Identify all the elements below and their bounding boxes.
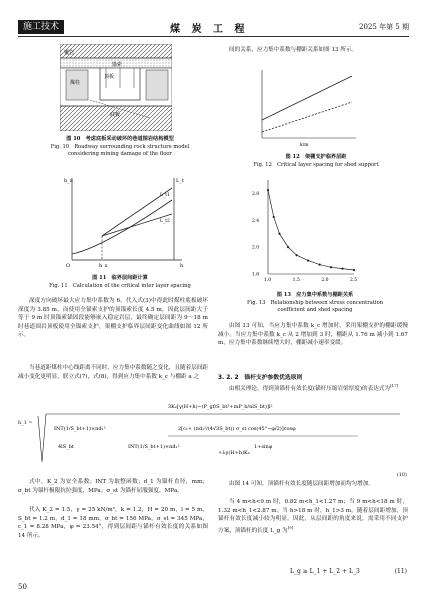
page-number: 50	[18, 583, 27, 591]
fig11-x-label: h	[180, 263, 184, 268]
fig13-x-tick-label: 1.5	[292, 278, 300, 283]
fig13-x-tick-label: 1.0	[264, 278, 272, 283]
fig13-point	[278, 233, 280, 235]
fig10-label-roof: 顶板	[104, 74, 115, 80]
fig12-x-label: k/m	[300, 143, 309, 148]
formula-11-number: (11)	[394, 568, 407, 575]
fig13-chart	[250, 174, 360, 290]
fig13-point	[287, 246, 289, 248]
svg-text:1+sinφ: 1+sinφ	[254, 444, 273, 450]
fig13-point	[353, 269, 355, 271]
svg-text:3K₂[γ(H+h)−(P_gf/S_bt²+mP_b/nl: 3K₂[γ(H+h)−(P_gf/S_bt²+mP_b/nlS_bt)]l²	[168, 404, 273, 410]
formula-10-lhs: h_1 =	[18, 420, 33, 426]
header-rule	[18, 36, 409, 37]
fig13-series-line	[268, 190, 354, 270]
fig11-caption-cn: 图 11 临界层间距计算	[92, 275, 148, 281]
fig10-caption-en-1: Fig. 10 Roadway surrounding rock structure model	[50, 144, 190, 150]
fig13-point	[273, 216, 275, 218]
section-tag: 施工技术	[18, 20, 64, 34]
fig10-label-floor: 底板	[110, 112, 121, 118]
citation-9: [9]	[287, 524, 294, 530]
fig10-caption-en-2: considering mining damage of the floor	[68, 151, 172, 157]
fig13-x-tick-label: 2.5	[350, 278, 358, 283]
fig11-lt2-label: L_t2	[160, 219, 170, 224]
right-column-paragraph-3: 由相关理论，得到顶锚杆有效长度(锚杆压缩岩梁厚度)的表达式为[17]	[229, 383, 399, 392]
issue-label: 2025 年第 5 期	[359, 23, 409, 31]
fig13-caption-cn: 图 13 应力集中系数与棚距关系	[276, 292, 354, 298]
formula-10-number: (10)	[396, 472, 407, 478]
left-column-paragraph-4: 代入 K_2 = 1.5，γ = 25 kN/m³，k = 1.2，H = 20 m，l = 5 m，S_bt = 1.2 m，d_1 = 18 mm，σ_bt = 156 MPa，σ_st = 345 MPa，c_1 = 8.28 MPa，φ = 23.54°，得到层间距与锚杆有效长度的关系如图 14 所示。	[18, 507, 208, 539]
fig10-label-overburden: 覆岩	[64, 50, 75, 56]
left-column-paragraph-2: 当巷道距煤柱中心线距离不同时，应力集中系数随之变化，且随着层间距减小变化更明显，联立式(7)，式(8)，得到应力集中系数 k_c 与棚距 a 之	[18, 365, 209, 380]
fig11-x0-label: h_x	[99, 263, 108, 268]
right-column-paragraph-4: 由图 14 可知，顶锚杆有效长度随层间距增加而均匀增加。	[229, 481, 374, 487]
fig12-series-2	[262, 102, 352, 132]
fig10-diagram	[60, 44, 172, 131]
fig10-label-anchor-cable: 锚索	[112, 62, 123, 68]
fig12-caption-en: Fig. 12 Critical layer spacing for shed support	[253, 162, 379, 168]
right-column-paragraph-1: 间的关系，应力集中系数与棚距关系如图 13 所示。	[229, 47, 358, 53]
citation-17: [17]	[390, 383, 399, 388]
fig11-y2-label: L_t	[176, 178, 184, 184]
fig13-point	[307, 259, 309, 261]
fig10-label-pillar: 煤柱	[70, 80, 81, 86]
fig13-point	[267, 189, 269, 191]
fig13-y-tick-label: 2.8	[252, 191, 260, 197]
svg-text:INT(1/S_bt+1)×πd₁²: INT(1/S_bt+1)×πd₁²	[128, 444, 180, 450]
svg-text:+λγ(H+h)K₂: +λγ(H+h)K₂	[218, 450, 250, 456]
fig11-origin-label: O	[66, 263, 71, 268]
fig13-point	[330, 266, 332, 268]
fig13-point	[296, 254, 298, 256]
svg-text:2[c₁+ (πd₁²/(4√3S_bt)) σ_st co: 2[c₁+ (πd₁²/(4√3S_bt)) σ_st cos(45°−φ/2)]cosφ	[178, 426, 296, 432]
right-column-paragraph-5: 当 4 m<h<9 m 时，0.82 m<h_1<1.27 m；当 9 m<h<18 m 时，1.32 m<h_1<2.87 m；当 h>18 m 时，h_1>3 m，随着层间距增加，顶锚杆有效长度减小较为明显。因此，从层间距的角度来说，需采用不同支护方案，顶锚杆的长度 L_g 为[9]	[218, 499, 408, 534]
section-heading-3-2-2: 3. 2. 2 锚杆支护参数优选原则	[218, 375, 303, 381]
fig13-y-tick-label: 2.4	[252, 218, 260, 224]
fig11-lt1-label: L_t1	[160, 193, 170, 198]
fig13-caption-en-1: Fig. 13 Relationship between stress concentration	[246, 300, 384, 306]
fig13-y-tick-label: 1.6	[252, 272, 260, 278]
left-column-paragraph-3: 式中，K_2 为安全系数；INT 为取整函数；d_1 为锚杆直径，mm；σ_bt 为锚杆极限抗拉强度，MPa；σ_st 为锚杆屈服强度，MPa。	[18, 479, 208, 494]
fig11-y-label: h_a	[64, 178, 73, 184]
fig11-diagram	[62, 174, 188, 268]
journal-title: 煤 炭 工 程	[170, 24, 249, 35]
fig12-caption-cn: 图 12 架棚支护临界层距	[285, 154, 347, 160]
fig13-point	[319, 264, 321, 266]
right-column-paragraph-2: 由图 13 可知，当应力集中系数 k_c 增加时，采用架棚支护的棚距缓慢减小。当应力集中系数 k_c 从 2 增加到 3 时，棚距从 1.76 m 减小到 1.67 m，应力集中系数继续增大时，棚距减小速率变缓。	[218, 323, 408, 347]
fig13-x-tick-label: 2.0	[321, 278, 329, 283]
fig12-chart	[248, 66, 360, 148]
fig13-caption-en-2: coefficient and shed spacing	[277, 307, 353, 313]
svg-text:4lS_bt: 4lS_bt	[58, 444, 74, 450]
formula-11: L_g ≥ L_1 + L_2 + L_3	[290, 568, 360, 575]
fig13-point	[341, 268, 343, 270]
formula-10	[18, 396, 409, 468]
fig12-series-1	[262, 76, 352, 120]
fig10-caption-cn: 图 10 考虑底板采动破坏的巷道围岩结构模型	[66, 136, 174, 142]
svg-text:INT(1/S_bt+1)×πd₁²: INT(1/S_bt+1)×πd₁²	[54, 426, 106, 432]
fig13-y-tick-label: 2.0	[252, 245, 260, 251]
fig11-caption-en: Fig. 11 Calculation of the critical inter layer spacing	[49, 283, 191, 289]
left-column-paragraph-1: 深度方向破坏最大应力集中系数为 6，代入式(3)中得此时煤柱底板破坏深度为 3.85 m，而使用全锚索支护的顶锚索长度 4.5 m，因此层间距大于等于 9 m 时顶锚索锚固段能够嵌入稳定岩层，最终确定层间距为 9～18 m 时巷道围岩顶板使用全锚索支护，架棚支护临界层间距变化曲线如图 12 所示。	[18, 298, 208, 339]
